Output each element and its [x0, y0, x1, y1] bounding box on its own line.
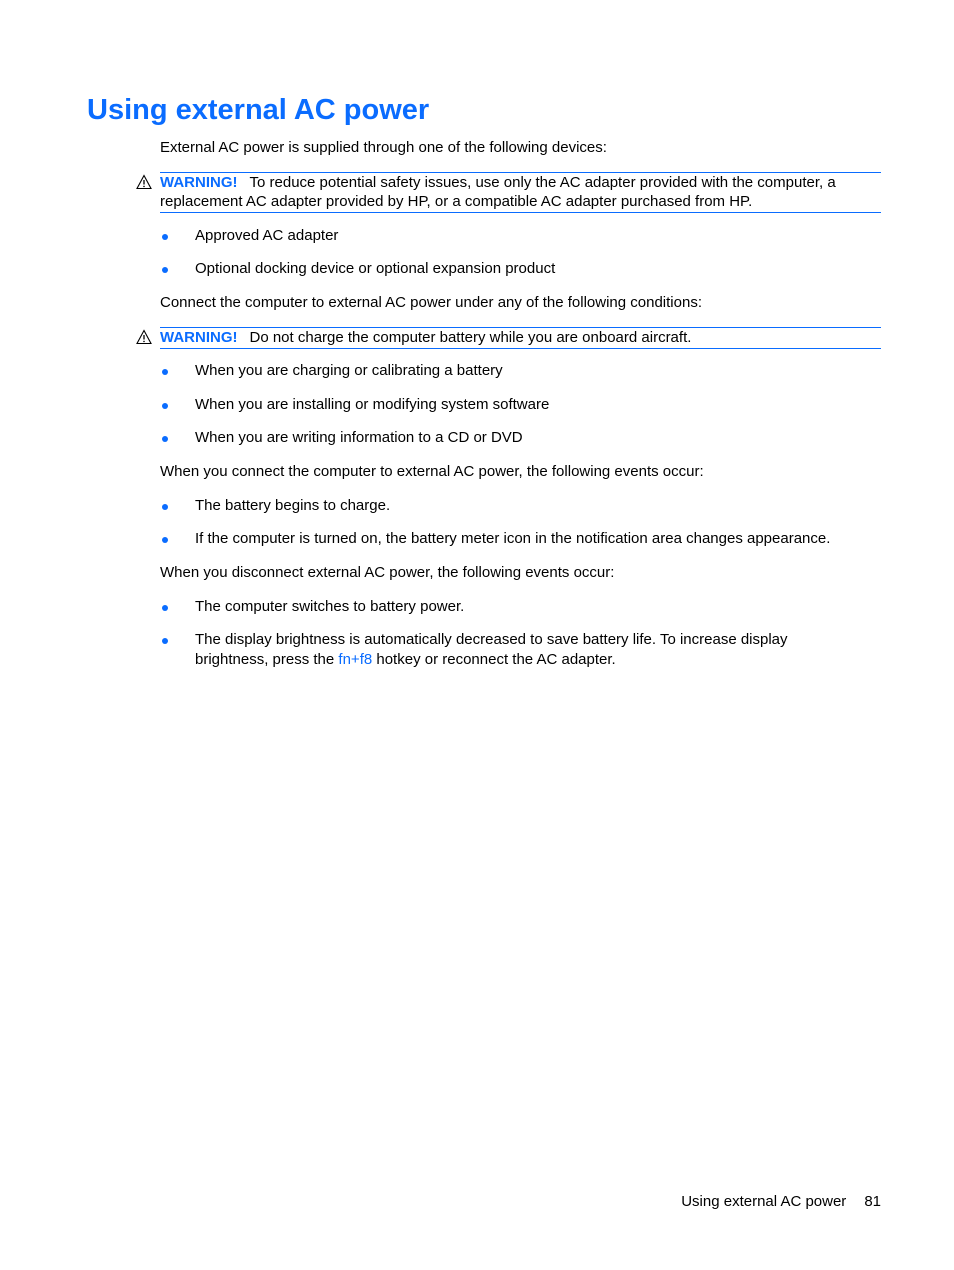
bullet-icon — [162, 403, 168, 409]
list-item-text: When you are installing or modifying system software — [195, 396, 550, 413]
list-item-text: The battery begins to charge. — [195, 497, 391, 514]
list-item — [160, 496, 882, 516]
list-item — [160, 630, 882, 670]
list-item — [160, 428, 882, 448]
page-footer — [681, 1192, 881, 1212]
bullet-icon — [162, 605, 168, 611]
brightness-text-after: hotkey or reconnect the AC adapter. — [376, 651, 616, 668]
list-item — [160, 361, 882, 381]
bullet-icon — [162, 436, 168, 442]
list-item-text: Approved AC adapter — [195, 227, 339, 244]
warning-label: WARNING! — [160, 174, 238, 191]
intro-paragraph: External AC power is supplied through one of the following devices: — [160, 139, 607, 156]
page-title: Using external AC power — [87, 94, 430, 126]
warning-label: WARNING! — [160, 329, 238, 346]
warning-text: To reduce potential safety issues, use only the AC adapter provided with the computer, a replacement AC adapter provided by HP, or a compatible AC adapter purchased from HP. — [160, 174, 836, 210]
warning-triangle-icon — [136, 174, 152, 190]
bullet-icon — [162, 369, 168, 375]
list-item-text: When you are charging or calibrating a battery — [195, 362, 503, 379]
list-item-text: When you are writing information to a CD or DVD — [195, 429, 523, 446]
warning-box-adapter — [160, 172, 881, 213]
list-item-text: The computer switches to battery power. — [195, 598, 465, 615]
page-number: 81 — [864, 1193, 881, 1210]
list-item — [160, 529, 882, 549]
list-item — [160, 597, 882, 617]
bullet-icon — [162, 504, 168, 510]
conditions-intro-paragraph: Connect the computer to external AC power under any of the following conditions: — [160, 294, 702, 311]
bullet-icon — [162, 234, 168, 240]
list-item — [160, 395, 882, 415]
bullet-icon — [162, 638, 168, 644]
warning-text: Do not charge the computer battery while you are onboard aircraft. — [249, 329, 692, 346]
connect-intro-paragraph: When you connect the computer to external AC power, the following events occur: — [160, 463, 704, 480]
warning-triangle-icon — [136, 329, 152, 345]
bullet-icon — [162, 267, 168, 273]
list-item — [160, 259, 882, 279]
disconnect-intro-paragraph: When you disconnect external AC power, the following events occur: — [160, 564, 615, 581]
list-item — [160, 226, 882, 246]
warning-box-aircraft — [160, 327, 881, 349]
bullet-icon — [162, 537, 168, 543]
list-item-text: Optional docking device or optional expansion product — [195, 260, 556, 277]
brightness-text-before: The display brightness is automatically decreased to save battery life. To increase display brightness, press the — [195, 631, 788, 668]
list-item-text — [195, 630, 835, 670]
list-item-text: If the computer is turned on, the battery meter icon in the notification area changes appearance. — [195, 530, 831, 547]
hotkey-fn-f8: fn+f8 — [338, 651, 373, 668]
footer-section-title: Using external AC power — [681, 1193, 847, 1210]
